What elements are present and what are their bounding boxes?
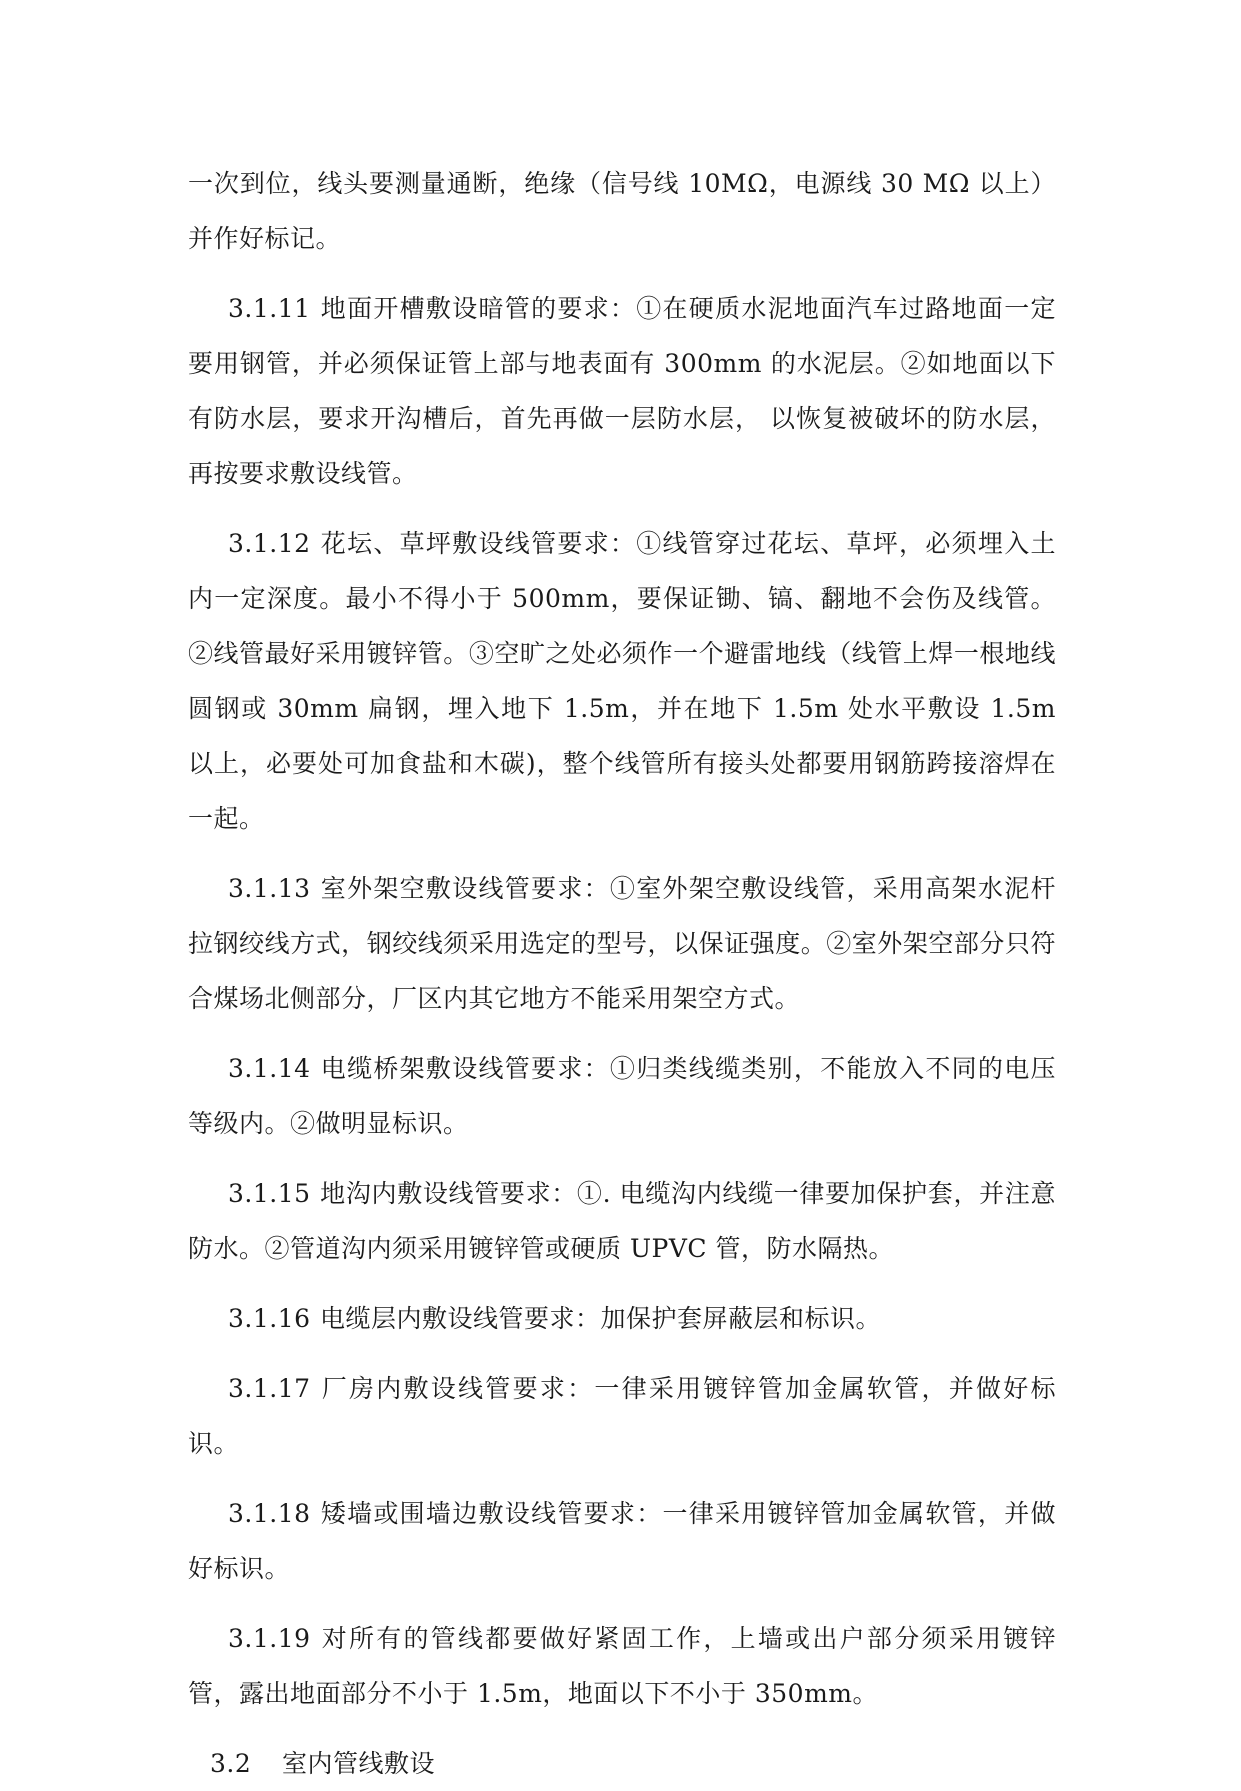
paragraph-text: 地面开槽敷设暗管的要求：①在硬质水泥地面汽车过路地面一定要用钢管，并必须保证管上部与地表面有 300mm 的水泥层。②如地面以下有防水层，要求开沟槽后，首先再做一层防水层， 以恢复被破坏的防水层，再按要求敷设线管。 — [188, 294, 1056, 488]
paragraph-3-1-13 — [188, 861, 1056, 1026]
clause-number: 3.1.13 — [228, 874, 311, 903]
paragraph-3-1-14 — [188, 1041, 1056, 1151]
clause-number: 3.1.17 — [228, 1374, 311, 1403]
paragraph-3-1-12 — [188, 516, 1056, 846]
clause-number: 3.1.11 — [228, 294, 311, 323]
paragraph-3-1-19 — [188, 1611, 1056, 1721]
paragraph-text: 对所有的管线都要做好紧固工作，上墙或出户部分须采用镀锌管，露出地面部分不小于 1.5m，地面以下不小于 350mm。 — [188, 1624, 1056, 1708]
paragraph-text: 矮墙或围墙边敷设线管要求：一律采用镀锌管加金属软管，并做好标识。 — [188, 1499, 1056, 1583]
section-number: 3.2 — [210, 1749, 252, 1778]
section-heading — [188, 1736, 1056, 1791]
paragraph-text: 地沟内敷设线管要求：①. 电缆沟内线缆一律要加保护套，并注意防水。②管道沟内须采用镀锌管或硬质 UPVC 管，防水隔热。 — [188, 1179, 1056, 1263]
clause-number: 3.1.18 — [228, 1499, 311, 1528]
paragraph-text: 室外架空敷设线管要求：①室外架空敷设线管，采用高架水泥杆拉钢绞线方式，钢绞线须采用选定的型号，以保证强度。②室外架空部分只符合煤场北侧部分，厂区内其它地方不能采用架空方式。 — [188, 874, 1056, 1013]
section-title: 室内管线敷设 — [282, 1749, 436, 1778]
paragraph-text: 厂房内敷设线管要求：一律采用镀锌管加金属软管，并做好标识。 — [188, 1374, 1056, 1458]
clause-number: 3.1.16 — [228, 1304, 311, 1333]
paragraph-3-1-11 — [188, 281, 1056, 501]
paragraph-3-1-16 — [188, 1291, 1056, 1346]
paragraph-3-1-17 — [188, 1361, 1056, 1471]
paragraph-text: 电缆桥架敷设线管要求：①归类线缆类别，不能放入不同的电压等级内。②做明显标识。 — [188, 1054, 1056, 1138]
paragraph-text: 一次到位，线头要测量通断，绝缘（信号线 10MΩ，电源线 30 MΩ 以上）并作好标记。 — [188, 169, 1056, 253]
clause-number: 3.1.14 — [228, 1054, 311, 1083]
clause-number: 3.1.19 — [228, 1624, 311, 1653]
paragraph-text: 花坛、草坪敷设线管要求：①线管穿过花坛、草坪，必须埋入土内一定深度。最小不得小于 500mm，要保证锄、镐、翻地不会伤及线管。②线管最好采用镀锌管。③空旷之处必须作一个避雷地线（线管上焊一根地线圆钢或 30mm 扁钢，埋入地下 1.5m，并在地下 1.5m 处水平敷设 1.5m 以上，必要处可加食盐和木碳)，整个线管所有接头处都要用钢筋跨接溶焊在一起。 — [188, 529, 1056, 833]
paragraph-3-1-18 — [188, 1486, 1056, 1596]
paragraph-text: 电缆层内敷设线管要求：加保护套屏蔽层和标识。 — [320, 1304, 882, 1333]
document-page — [188, 156, 1056, 1791]
clause-number: 3.1.12 — [228, 529, 311, 558]
paragraph-3-1-15 — [188, 1166, 1056, 1276]
clause-number: 3.1.15 — [228, 1179, 311, 1208]
paragraph-continuation — [188, 156, 1056, 266]
